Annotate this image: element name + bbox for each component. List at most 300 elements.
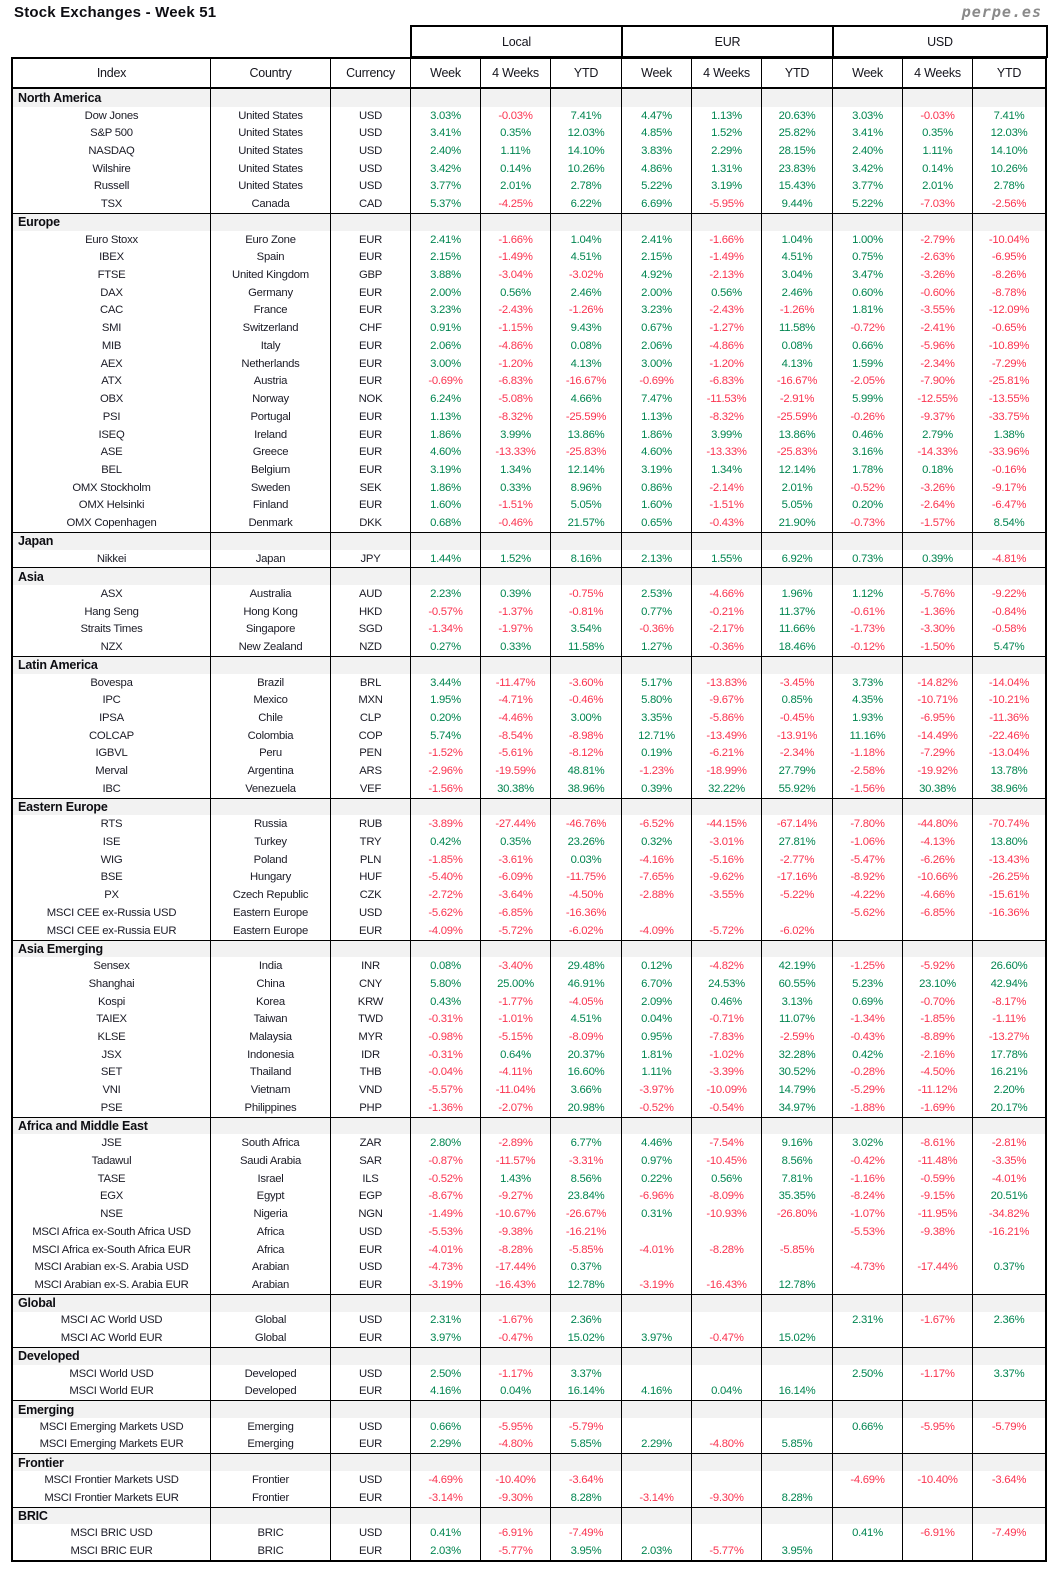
value-cell: 28.15% xyxy=(762,142,833,160)
value-cell: 1.34% xyxy=(692,461,762,479)
value-cell: -0.04% xyxy=(411,1064,481,1082)
country-cell: Emerging xyxy=(211,1436,331,1454)
value-cell: 5.85% xyxy=(762,1436,833,1454)
value-cell: -7.49% xyxy=(551,1524,622,1542)
value-cell: -6.85% xyxy=(481,904,551,922)
value-cell: -22.46% xyxy=(988,729,1030,742)
value-cell: 15.43% xyxy=(762,178,833,196)
value-cell: -13.33% xyxy=(481,443,551,461)
value-cell xyxy=(833,1329,903,1347)
value-cell: 2.29% xyxy=(692,142,762,160)
value-cell: -14.04% xyxy=(988,676,1030,689)
value-cell: 2.00% xyxy=(622,284,692,302)
value-cell: -13.33% xyxy=(692,443,762,461)
table-row xyxy=(13,1329,1045,1347)
index-cell: MSCI AC World USD xyxy=(13,1312,211,1330)
value-cell: 8.28% xyxy=(762,1489,833,1507)
value-cell: 1.13% xyxy=(692,107,762,125)
table-row xyxy=(13,1312,1045,1330)
value-cell xyxy=(692,1471,762,1489)
value-cell: 3.42% xyxy=(833,160,903,178)
value-cell: -0.58% xyxy=(991,623,1027,636)
currency-cell: IDR xyxy=(331,1046,411,1064)
section-empty-cell xyxy=(211,214,331,231)
table-row xyxy=(13,514,1045,532)
value-cell: 6.92% xyxy=(762,550,833,568)
value-cell: -19.92% xyxy=(903,762,973,780)
value-cell: -1.06% xyxy=(833,833,903,851)
value-cell: 3.99% xyxy=(692,426,762,444)
section-empty-cell xyxy=(973,568,1045,585)
value-cell: -5.92% xyxy=(903,957,973,975)
value-cell: 2.36% xyxy=(993,1314,1025,1327)
country-cell: BRIC xyxy=(211,1542,331,1560)
index-cell: CAC xyxy=(13,302,211,320)
value-cell: -18.99% xyxy=(692,762,762,780)
country-cell: Philippines xyxy=(211,1099,331,1117)
index-cell: IGBVL xyxy=(13,745,211,763)
value-cell xyxy=(692,1258,762,1276)
value-cell: 0.33% xyxy=(481,638,551,656)
value-cell: -7.90% xyxy=(903,373,973,391)
country-cell: Poland xyxy=(211,851,331,869)
value-cell: -8.12% xyxy=(551,745,622,763)
value-cell: 0.86% xyxy=(622,479,692,497)
value-cell: 4.66% xyxy=(551,390,622,408)
value-cell: -1.18% xyxy=(833,745,903,763)
value-cell: -25.83% xyxy=(762,443,833,461)
section-row xyxy=(13,1294,1045,1312)
value-cell: -12.09% xyxy=(988,304,1030,317)
value-cell: 1.86% xyxy=(411,426,481,444)
value-cell xyxy=(833,1489,903,1507)
value-cell: 3.03% xyxy=(411,107,481,125)
value-cell: -4.09% xyxy=(411,922,481,940)
value-cell: 30.38% xyxy=(903,780,973,798)
currency-cell: USD xyxy=(331,1258,411,1276)
value-cell: -0.87% xyxy=(411,1152,481,1170)
section-empty-cell xyxy=(903,89,973,107)
currency-cell: EUR xyxy=(331,443,411,461)
section-empty-cell xyxy=(903,1295,973,1312)
country-cell: Eastern Europe xyxy=(211,922,331,940)
table-row xyxy=(13,461,1045,479)
value-cell: -4.05% xyxy=(551,993,622,1011)
value-cell: 6.69% xyxy=(622,195,692,213)
column-header-4weeks: 4 Weeks xyxy=(903,59,973,87)
value-cell: -2.13% xyxy=(692,266,762,284)
country-cell: Singapore xyxy=(211,621,331,639)
value-cell: -0.46% xyxy=(551,691,622,709)
table-row xyxy=(13,1436,1045,1454)
country-cell: Norway xyxy=(211,390,331,408)
section-empty-cell xyxy=(331,941,411,958)
table-row xyxy=(13,550,1045,568)
table-row xyxy=(13,815,1045,833)
value-cell: 3.23% xyxy=(411,302,481,320)
value-cell: -5.85% xyxy=(551,1241,622,1259)
currency-cell: GBP xyxy=(331,266,411,284)
value-cell: -33.75% xyxy=(988,410,1030,423)
value-cell: 4.86% xyxy=(622,160,692,178)
currency-cell: NZD xyxy=(331,638,411,656)
currency-cell: EUR xyxy=(331,373,411,391)
value-cell: -3.19% xyxy=(411,1276,481,1294)
value-cell: -44.15% xyxy=(692,815,762,833)
value-cell: 8.96% xyxy=(551,479,622,497)
section-empty-cell xyxy=(481,1401,551,1418)
value-cell: -4.71% xyxy=(481,691,551,709)
value-cell: 8.54% xyxy=(993,517,1025,530)
value-cell: 5.80% xyxy=(622,691,692,709)
value-cell: 60.55% xyxy=(762,975,833,993)
value-cell: -3.02% xyxy=(551,266,622,284)
table-row xyxy=(13,1489,1045,1507)
value-cell: -0.46% xyxy=(481,514,551,532)
value-cell: 3.00% xyxy=(411,355,481,373)
value-cell xyxy=(973,1489,1045,1507)
value-cell: -0.16% xyxy=(991,463,1027,476)
table-row xyxy=(13,691,1045,709)
section-empty-cell xyxy=(481,1348,551,1365)
currency-cell: PHP xyxy=(331,1099,411,1117)
value-cell: -8.28% xyxy=(481,1241,551,1259)
value-cell: -7.29% xyxy=(903,745,973,763)
value-cell: -3.64% xyxy=(481,886,551,904)
table-row xyxy=(13,638,1045,656)
currency-cell: EUR xyxy=(331,248,411,266)
value-cell: 20.37% xyxy=(551,1046,622,1064)
value-cell: 0.08% xyxy=(762,337,833,355)
section-label: Developed xyxy=(13,1348,211,1365)
value-cell: -3.39% xyxy=(692,1064,762,1082)
value-cell: -0.60% xyxy=(903,284,973,302)
value-cell: -11.04% xyxy=(481,1081,551,1099)
value-cell: 5.37% xyxy=(411,195,481,213)
value-cell: -16.43% xyxy=(692,1276,762,1294)
section-empty-cell xyxy=(692,1508,762,1525)
value-cell: -1.97% xyxy=(481,621,551,639)
currency-cell: USD xyxy=(331,1312,411,1330)
column-header-index: Index xyxy=(13,59,211,87)
table-row xyxy=(13,1134,1045,1152)
currency-cell: EGP xyxy=(331,1188,411,1206)
value-cell: -1.49% xyxy=(411,1205,481,1223)
section-empty-cell xyxy=(411,1118,481,1135)
section-label: North America xyxy=(13,89,211,107)
index-cell: JSE xyxy=(13,1134,211,1152)
section-empty-cell xyxy=(211,941,331,958)
value-cell: -10.45% xyxy=(692,1152,762,1170)
value-cell: -4.46% xyxy=(481,709,551,727)
value-cell: 3.44% xyxy=(411,674,481,692)
value-cell: -6.85% xyxy=(903,904,973,922)
section-empty-cell xyxy=(622,568,692,585)
table-row xyxy=(13,479,1045,497)
value-cell: 1.44% xyxy=(411,550,481,568)
value-cell xyxy=(622,904,692,922)
section-empty-cell xyxy=(903,533,973,550)
value-cell: -14.33% xyxy=(903,443,973,461)
value-cell: 3.83% xyxy=(622,142,692,160)
country-cell: Egypt xyxy=(211,1188,331,1206)
value-cell xyxy=(762,1418,833,1436)
currency-cell: USD xyxy=(331,160,411,178)
value-cell: 32.22% xyxy=(692,780,762,798)
value-cell: 0.42% xyxy=(833,1046,903,1064)
value-cell: -1.52% xyxy=(411,745,481,763)
section-empty-cell xyxy=(762,1348,833,1365)
value-cell: 16.14% xyxy=(551,1382,622,1400)
value-cell: -0.42% xyxy=(833,1152,903,1170)
value-cell: -0.81% xyxy=(551,603,622,621)
value-cell xyxy=(762,1223,833,1241)
section-empty-cell xyxy=(411,533,481,550)
value-cell: 3.19% xyxy=(622,461,692,479)
index-cell: MSCI World USD xyxy=(13,1365,211,1383)
value-cell: -1.36% xyxy=(903,603,973,621)
value-cell xyxy=(973,1241,1045,1259)
value-cell: -1.51% xyxy=(692,497,762,515)
value-cell xyxy=(692,1365,762,1383)
currency-cell: JPY xyxy=(331,550,411,568)
value-cell: 3.00% xyxy=(551,709,622,727)
value-cell xyxy=(762,1365,833,1383)
country-cell: New Zealand xyxy=(211,638,331,656)
value-cell: -1.67% xyxy=(903,1312,973,1330)
section-empty-cell xyxy=(551,1118,622,1135)
index-cell: Russell xyxy=(13,178,211,196)
value-cell: 9.43% xyxy=(551,319,622,337)
currency-cell: USD xyxy=(331,1524,411,1542)
page-title: Stock Exchanges - Week 51 xyxy=(14,4,217,21)
currency-cell: EUR xyxy=(331,302,411,320)
value-cell: 4.85% xyxy=(622,124,692,142)
value-cell: -1.34% xyxy=(411,621,481,639)
section-empty-cell xyxy=(903,799,973,816)
section-empty-cell xyxy=(211,1348,331,1365)
section-empty-cell xyxy=(411,568,481,585)
value-cell: 2.40% xyxy=(833,142,903,160)
value-cell: 1.04% xyxy=(762,231,833,249)
section-empty-cell xyxy=(692,1118,762,1135)
table-row xyxy=(13,1471,1045,1489)
value-cell: -6.21% xyxy=(692,745,762,763)
section-empty-cell xyxy=(692,568,762,585)
table-row xyxy=(13,1028,1045,1046)
country-cell: United States xyxy=(211,124,331,142)
value-cell: 4.46% xyxy=(622,1134,692,1152)
value-cell: -0.98% xyxy=(411,1028,481,1046)
value-cell: 35.35% xyxy=(762,1188,833,1206)
table-row xyxy=(13,302,1045,320)
value-cell: 0.35% xyxy=(903,124,973,142)
value-cell: -8.09% xyxy=(692,1188,762,1206)
value-cell: -4.16% xyxy=(622,851,692,869)
value-cell: -7.65% xyxy=(622,869,692,887)
section-label: Frontier xyxy=(13,1454,211,1471)
section-empty-cell xyxy=(481,1454,551,1471)
country-cell: Global xyxy=(211,1312,331,1330)
index-cell: BEL xyxy=(13,461,211,479)
index-cell: ASE xyxy=(13,443,211,461)
value-cell xyxy=(692,904,762,922)
value-cell: -4.13% xyxy=(903,833,973,851)
table-row xyxy=(13,1542,1045,1560)
value-cell: 0.56% xyxy=(692,284,762,302)
value-cell: 10.26% xyxy=(990,162,1028,175)
value-cell: 1.04% xyxy=(551,231,622,249)
value-cell: 8.28% xyxy=(551,1489,622,1507)
value-cell: -0.47% xyxy=(481,1329,551,1347)
country-cell: Euro Zone xyxy=(211,231,331,249)
value-cell: -4.69% xyxy=(833,1471,903,1489)
table-row xyxy=(13,851,1045,869)
value-cell: 0.19% xyxy=(622,745,692,763)
index-cell: ISEQ xyxy=(13,426,211,444)
currency-cell: EUR xyxy=(331,497,411,515)
value-cell: 1.38% xyxy=(993,428,1025,441)
value-cell: 5.23% xyxy=(833,975,903,993)
value-cell: 2.50% xyxy=(833,1365,903,1383)
section-empty-cell xyxy=(551,657,622,674)
value-cell: 2.41% xyxy=(411,231,481,249)
value-cell: 0.14% xyxy=(903,160,973,178)
value-cell: -8.78% xyxy=(991,286,1027,299)
section-empty-cell xyxy=(211,1118,331,1135)
table-row xyxy=(13,922,1045,940)
value-cell: 16.60% xyxy=(551,1064,622,1082)
value-cell xyxy=(973,1276,1045,1294)
country-cell: Nigeria xyxy=(211,1205,331,1223)
currency-cell: EUR xyxy=(331,284,411,302)
table-row xyxy=(13,319,1045,337)
country-cell: Australia xyxy=(211,585,331,603)
currency-cell: EUR xyxy=(331,1542,411,1560)
country-cell: Ireland xyxy=(211,426,331,444)
section-empty-cell xyxy=(551,1295,622,1312)
currency-cell: USD xyxy=(331,178,411,196)
table-row xyxy=(13,266,1045,284)
value-cell: -5.15% xyxy=(481,1028,551,1046)
section-label: Africa and Middle East xyxy=(13,1118,211,1135)
value-cell: -1.66% xyxy=(692,231,762,249)
value-cell: -1.26% xyxy=(762,302,833,320)
value-cell: -1.26% xyxy=(551,302,622,320)
group-header-local: Local xyxy=(412,27,623,56)
table-row xyxy=(13,727,1045,745)
section-empty-cell xyxy=(973,1348,1045,1365)
value-cell: -3.40% xyxy=(481,957,551,975)
value-cell: -16.43% xyxy=(481,1276,551,1294)
value-cell: -2.56% xyxy=(991,198,1027,211)
value-cell: -4.73% xyxy=(833,1258,903,1276)
value-cell: -9.62% xyxy=(692,869,762,887)
value-cell: 25.00% xyxy=(481,975,551,993)
value-cell: -11.47% xyxy=(481,674,551,692)
country-cell: France xyxy=(211,302,331,320)
value-cell: -5.61% xyxy=(481,745,551,763)
section-empty-cell xyxy=(692,533,762,550)
country-cell: Peru xyxy=(211,745,331,763)
value-cell: -26.67% xyxy=(551,1205,622,1223)
section-empty-cell xyxy=(331,533,411,550)
value-cell: -1.49% xyxy=(481,248,551,266)
section-label: Japan xyxy=(13,533,211,550)
currency-cell: MYR xyxy=(331,1028,411,1046)
country-cell: Switzerland xyxy=(211,319,331,337)
value-cell: -4.50% xyxy=(903,1064,973,1082)
country-cell: Hong Kong xyxy=(211,603,331,621)
value-cell: -0.69% xyxy=(411,373,481,391)
table-row xyxy=(13,142,1045,160)
value-cell: -4.80% xyxy=(692,1436,762,1454)
value-cell: -11.48% xyxy=(903,1152,973,1170)
section-empty-cell xyxy=(481,533,551,550)
value-cell: 2.03% xyxy=(411,1542,481,1560)
section-empty-cell xyxy=(331,214,411,231)
value-cell: -2.05% xyxy=(833,373,903,391)
index-cell: Euro Stoxx xyxy=(13,231,211,249)
value-cell: -5.95% xyxy=(903,1418,973,1436)
value-cell: 3.02% xyxy=(833,1134,903,1152)
section-empty-cell xyxy=(331,1508,411,1525)
index-cell: BSE xyxy=(13,869,211,887)
value-cell: -2.07% xyxy=(481,1099,551,1117)
value-cell xyxy=(622,1258,692,1276)
section-empty-cell xyxy=(622,1401,692,1418)
index-cell: ASX xyxy=(13,585,211,603)
value-cell: -2.43% xyxy=(481,302,551,320)
section-empty-cell xyxy=(481,89,551,107)
section-empty-cell xyxy=(411,799,481,816)
value-cell: -33.96% xyxy=(988,446,1030,459)
value-cell: -2.64% xyxy=(903,497,973,515)
section-empty-cell xyxy=(833,657,903,674)
section-empty-cell xyxy=(211,799,331,816)
country-cell: United Kingdom xyxy=(211,266,331,284)
value-cell: -10.09% xyxy=(692,1081,762,1099)
value-cell: 7.41% xyxy=(551,107,622,125)
value-cell: 6.24% xyxy=(411,390,481,408)
value-cell: 0.20% xyxy=(833,497,903,515)
value-cell: 0.97% xyxy=(622,1152,692,1170)
value-cell: 3.41% xyxy=(833,124,903,142)
value-cell: -0.43% xyxy=(833,1028,903,1046)
value-cell: -7.49% xyxy=(991,1527,1027,1540)
value-cell xyxy=(903,1436,973,1454)
value-cell: 13.78% xyxy=(990,765,1028,778)
table-row xyxy=(13,1276,1045,1294)
section-empty-cell xyxy=(331,1348,411,1365)
value-cell: 0.39% xyxy=(622,780,692,798)
value-cell: 21.90% xyxy=(762,514,833,532)
value-cell: 3.23% xyxy=(622,302,692,320)
index-cell: Tadawul xyxy=(13,1152,211,1170)
section-empty-cell xyxy=(411,1401,481,1418)
value-cell: -0.36% xyxy=(622,621,692,639)
index-cell: MSCI Africa ex-South Africa EUR xyxy=(13,1241,211,1259)
section-empty-cell xyxy=(903,657,973,674)
value-cell: 11.07% xyxy=(762,1010,833,1028)
brand-link[interactable]: perpe.es xyxy=(961,3,1042,21)
section-empty-cell xyxy=(762,1508,833,1525)
section-empty-cell xyxy=(762,799,833,816)
value-cell: 3.41% xyxy=(411,124,481,142)
section-row xyxy=(13,567,1045,585)
value-cell: 14.10% xyxy=(551,142,622,160)
section-empty-cell xyxy=(973,1118,1045,1135)
